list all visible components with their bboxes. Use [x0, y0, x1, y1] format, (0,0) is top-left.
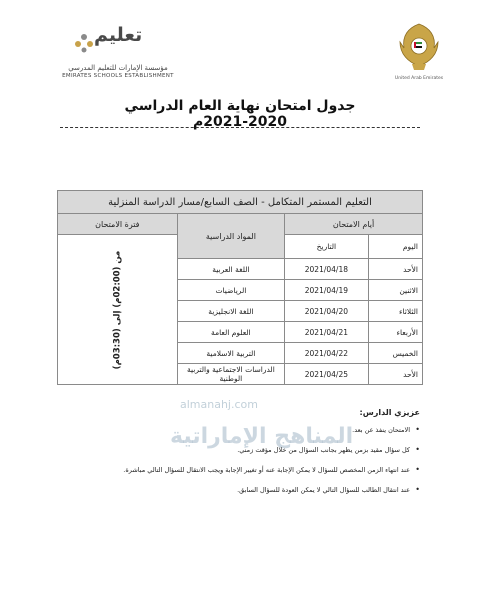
note-item: • عند انتهاء الزمن المخصص للسؤال لا يمكن الإجابة عنه أو تغيير الإجابة ويجب الانتقال للسؤال التالي مباشرة.: [120, 466, 420, 474]
row-date: 2021/04/20: [285, 301, 369, 322]
watermark-url: almanahj.com: [180, 398, 258, 411]
row-subject: الرياضيات: [177, 280, 284, 301]
row-subject: اللغة العربية: [177, 259, 284, 280]
logo-subtitle-ar: مؤسسة الإمارات للتعليم المدرسي: [68, 64, 168, 72]
note-item: • كل سؤال مقيد بزمن يظهر بجانب السؤال من خلال مؤقت زمني.: [120, 446, 420, 454]
header-subjects: المواد الدراسية: [177, 214, 284, 259]
row-day: الثلاثاء: [368, 301, 422, 322]
emblem-caption: United Arab Emirates: [394, 76, 444, 81]
header-day: اليوم: [368, 235, 422, 259]
row-subject: اللغة الانجليزية: [177, 301, 284, 322]
row-day: الأحد: [368, 259, 422, 280]
row-day: الأربعاء: [368, 322, 422, 343]
header-exam-days: أيام الامتحان: [285, 214, 423, 235]
row-date: 2021/04/21: [285, 322, 369, 343]
header-exam-period: فترة الامتحان: [58, 214, 178, 235]
table-banner: التعليم المستمر المتكامل - الصف السابع/مسار الدراسة المنزلية: [58, 191, 423, 214]
dashed-divider: [60, 127, 420, 128]
row-date: 2021/04/19: [285, 280, 369, 301]
student-notes: [120, 408, 420, 506]
uae-emblem-icon: [398, 20, 440, 74]
ese-logo: [58, 18, 178, 80]
exam-period-cell: [58, 235, 178, 385]
row-date: 2021/04/25: [285, 364, 369, 385]
watermark-brand: المناهج الإماراتية: [170, 424, 354, 449]
note-item: • الامتحان ينفذ عن بعد.: [120, 426, 420, 434]
row-day: الخميس: [368, 343, 422, 364]
header-date: التاريخ: [285, 235, 369, 259]
row-subject: العلوم العامة: [177, 322, 284, 343]
row-day: الأحد: [368, 364, 422, 385]
row-subject: التربية الاسلامية: [177, 343, 284, 364]
row-date: 2021/04/22: [285, 343, 369, 364]
logo-word: تعليم: [94, 24, 143, 46]
exam-period-text: من (02:00م) إلى (03:30م): [112, 250, 123, 369]
row-date: 2021/04/18: [285, 259, 369, 280]
logo-subtitle-en: EMIRATES SCHOOLS ESTABLISHMENT: [62, 73, 174, 79]
row-subject: الدراسات الاجتماعية والتربية الوطنية: [177, 364, 284, 385]
notes-title: عزيزي الدارس:: [359, 408, 420, 417]
document-title: جدول امتحان نهاية العام الدراسي 2020-2021م: [124, 98, 356, 130]
exam-schedule-table: [57, 190, 423, 385]
note-item: • عند انتقال الطالب للسؤال التالي لا يمكن العودة للسؤال السابق.: [120, 486, 420, 494]
row-day: الاثنين: [368, 280, 422, 301]
